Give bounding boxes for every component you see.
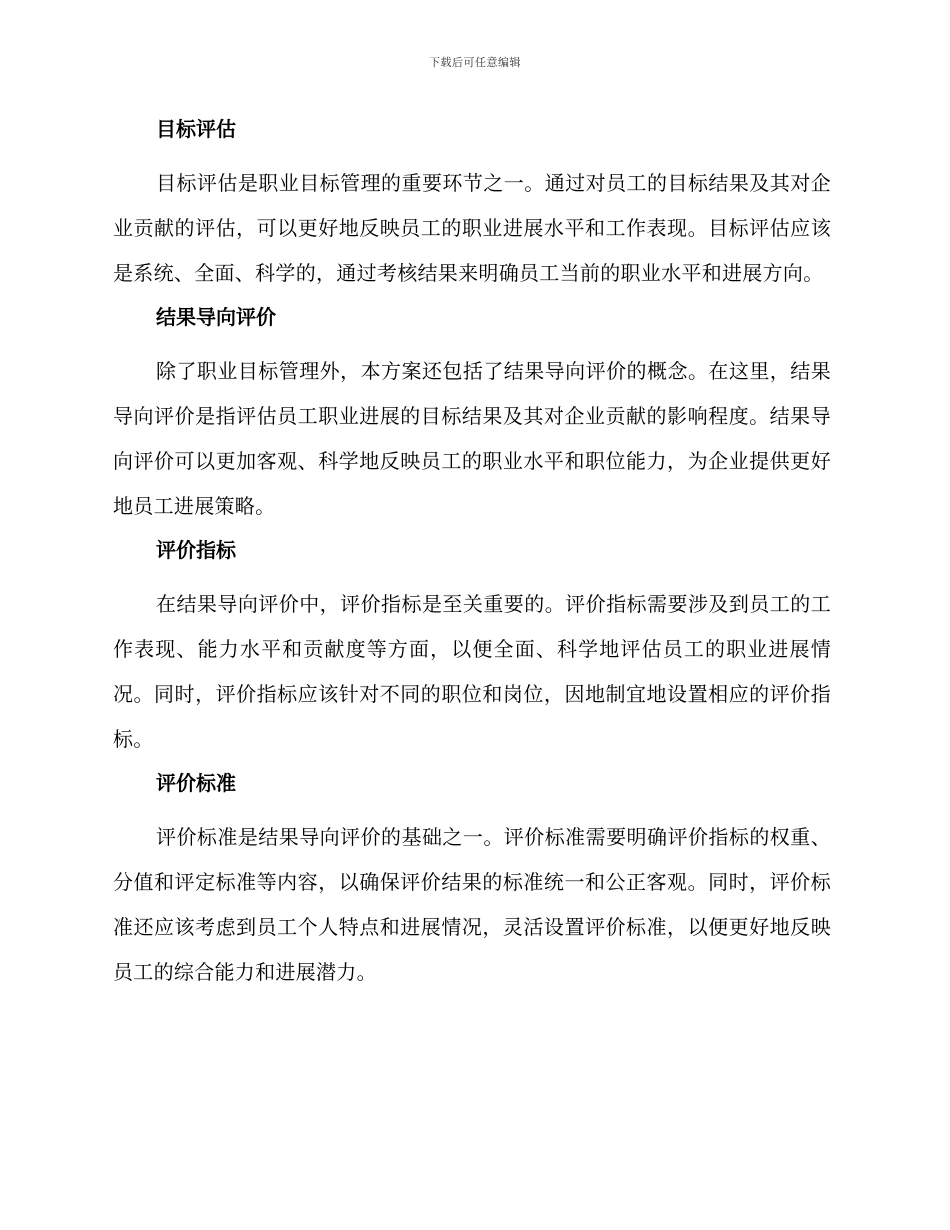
section-evaluation-standards (113, 768, 831, 995)
section-result-oriented-evaluation (113, 302, 831, 529)
section-paragraph: 目标评估是职业目标管理的重要环节之一。通过对员工的目标结果及其对企业贡献的评估，可以更好地反映员工的职业进展水平和工作表现。目标评估应该是系统、全面、科学的，通过考核结果来明确员工当前的职业水平和进展方向。 (113, 171, 831, 285)
section-paragraph: 在结果导向评价中，评价指标是至关重要的。评价指标需要涉及到员工的工作表现、能力水平和贡献度等方面，以便全面、科学地评估员工的职业进展情况。同时，评价指标应该针对不同的职位和岗位，因地制宜地设置相应的评价指标。 (113, 592, 831, 751)
header-note: 下载后可任意编辑 (429, 56, 521, 69)
section-paragraph: 评价标准是结果导向评价的基础之一。评价标准需要明确评价指标的权重、分值和评定标准等内容，以确保评价结果的标准统一和公正客观。同时，评价标准还应该考虑到员工个人特点和进展情况，灵活设置评价标准，以便更好地反映员工的综合能力和进展潜力。 (113, 825, 831, 984)
section-paragraph: 除了职业目标管理外，本方案还包括了结果导向评价的概念。在这里，结果导向评价是指评估员工职业进展的目标结果及其对企业贡献的影响程度。结果导向评价可以更加客观、科学地反映员工的职业水平和职位能力，为企业提供更好地员工进展策略。 (113, 359, 831, 518)
document-content (113, 110, 831, 1001)
section-heading: 评价指标 (156, 538, 236, 562)
section-heading: 目标评估 (156, 117, 236, 141)
section-heading: 评价标准 (156, 771, 236, 795)
section-goal-assessment (113, 114, 831, 296)
section-heading: 结果导向评价 (156, 305, 276, 329)
section-evaluation-indicators (113, 535, 831, 762)
